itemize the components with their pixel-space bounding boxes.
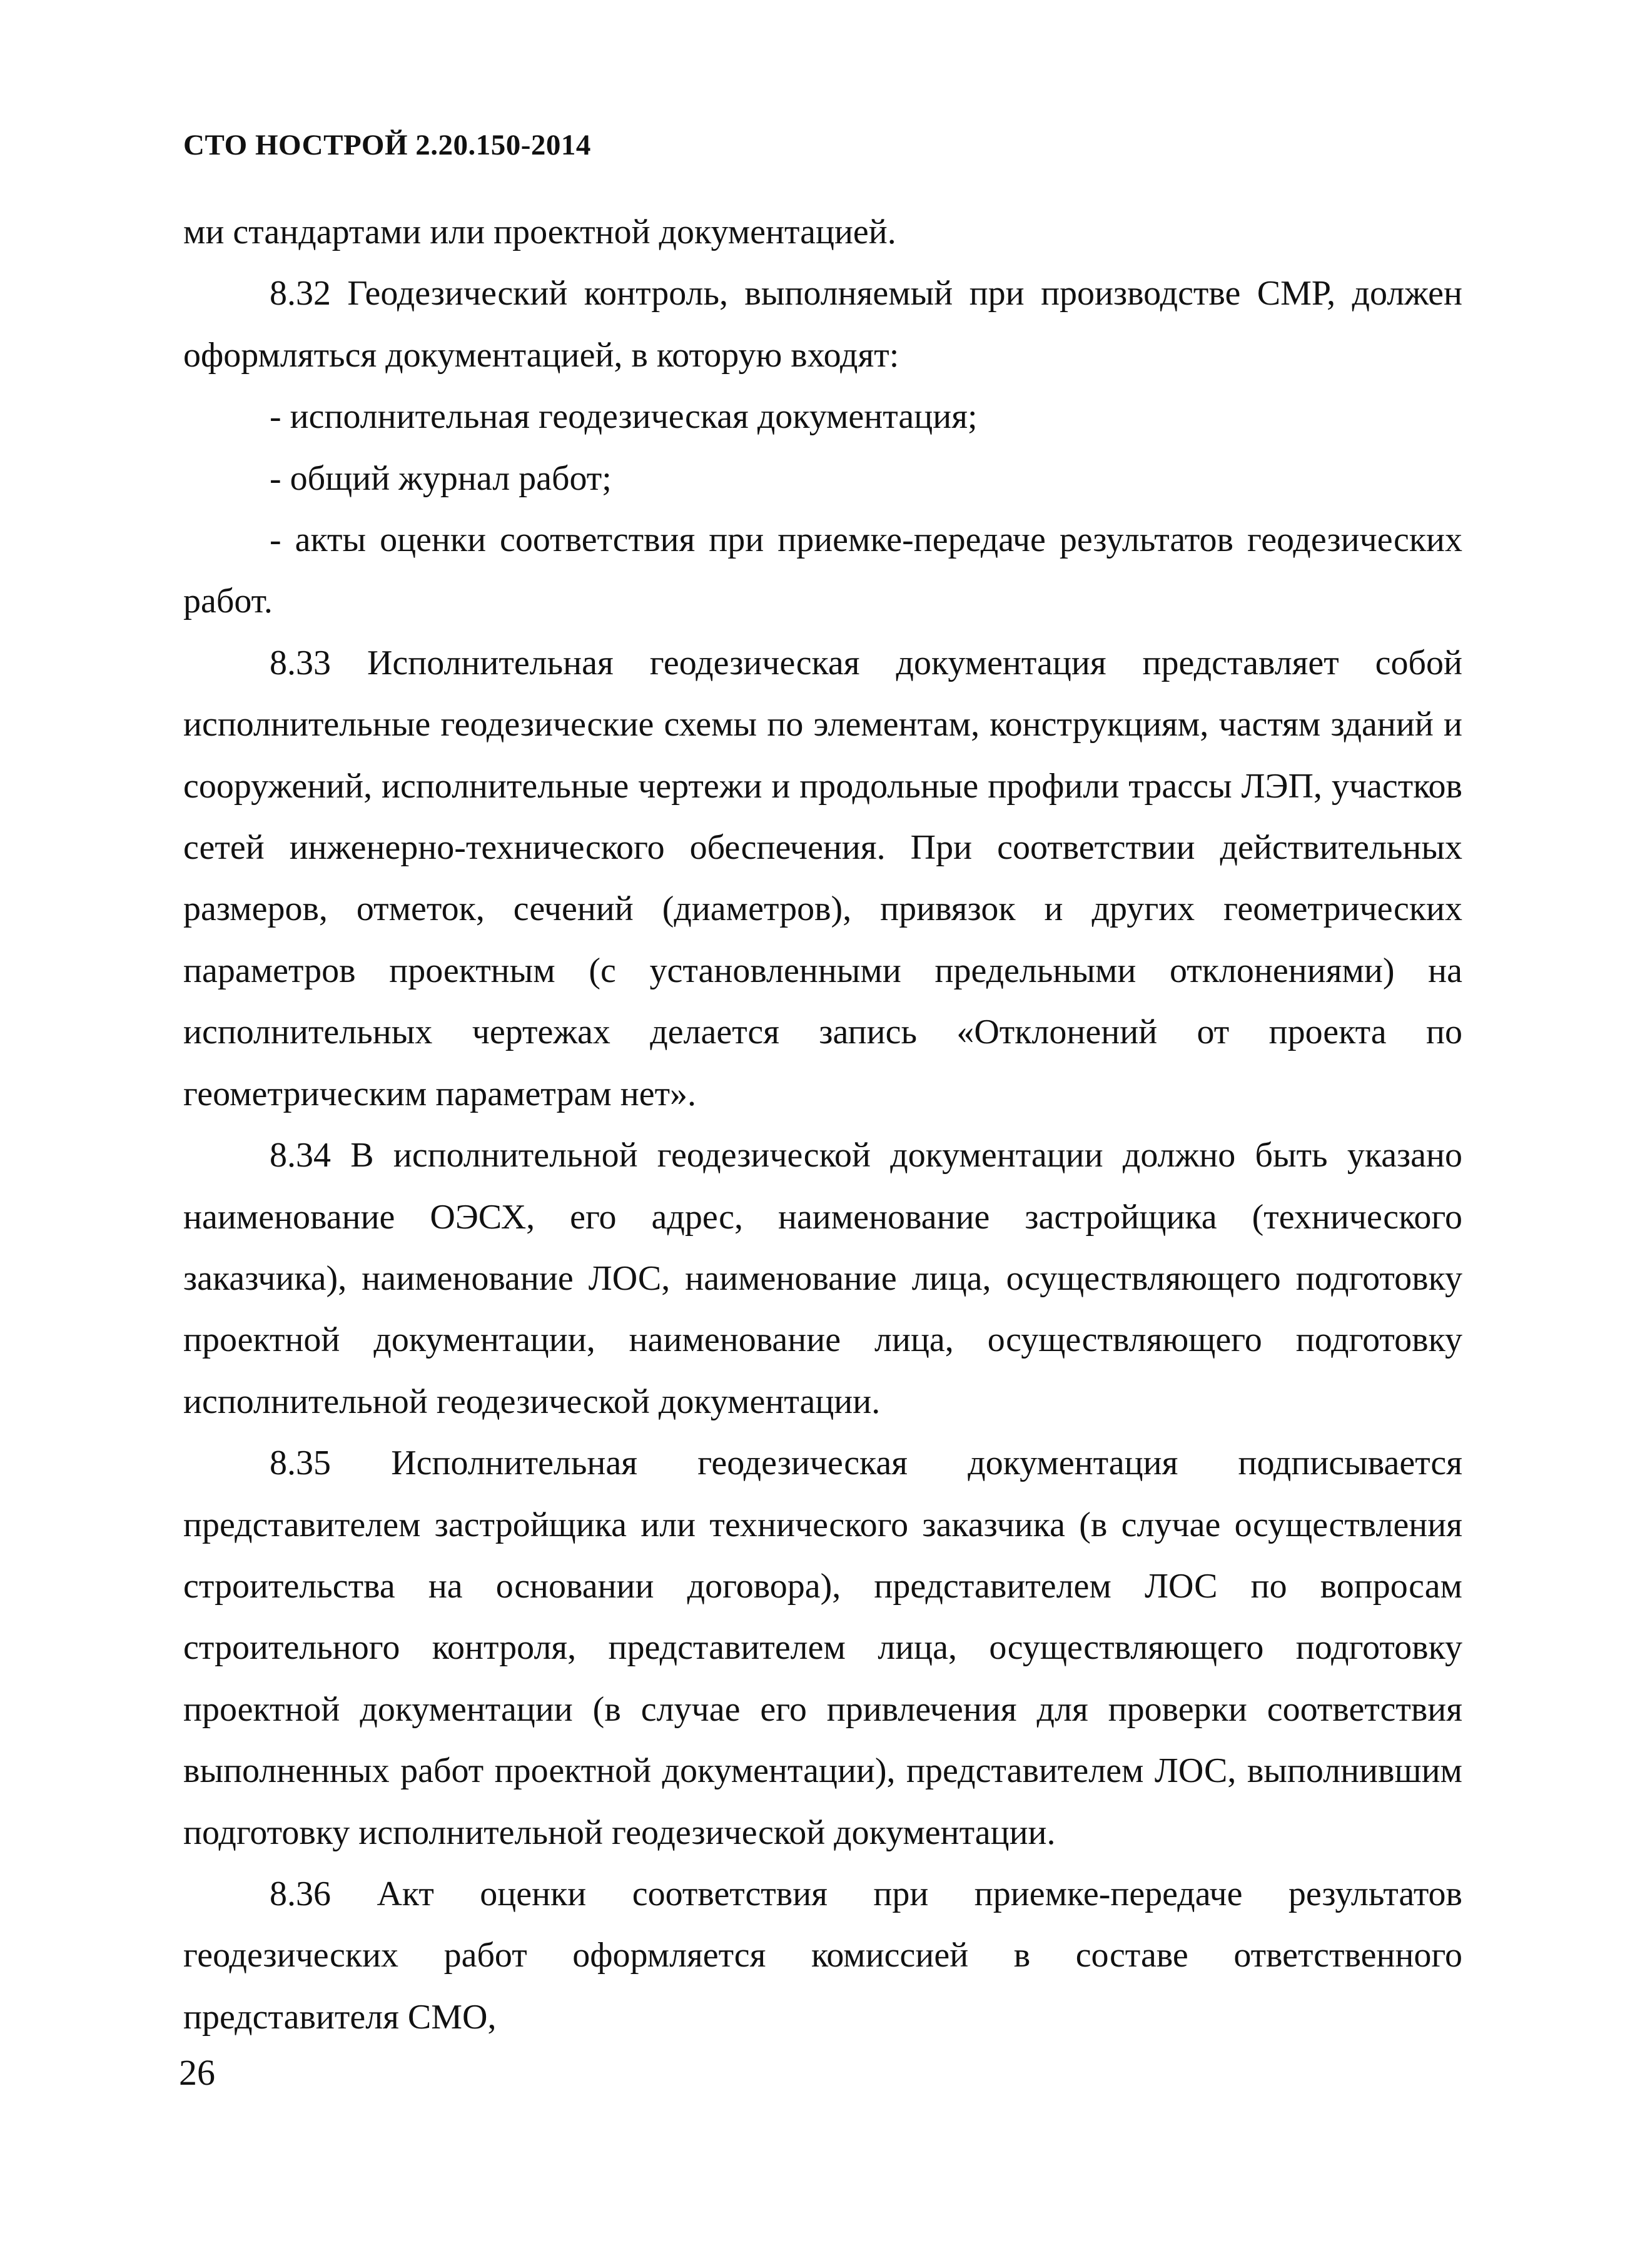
document-header: СТО НОСТРОЙ 2.20.150-2014 <box>183 129 591 161</box>
page-number: 26 <box>179 2052 215 2093</box>
list-item-assessment-acts: - акты оценки соответствия при приемке-передаче результатов геодезических работ. <box>183 520 1462 621</box>
paragraph-8-32: 8.32 Геодезический контроль, выполняемый при производстве СМР, должен оформляться документацией, в которую входят: <box>183 274 1462 375</box>
paragraph-8-35: 8.35 Исполнительная геодезическая документация подписывается представителем застройщика или технического заказчика (в случае осуществления строительства на основании договора), представителем ЛОС по вопросам строительного контроля, представителем лица, осуществляющего подготовку проектной документации (в случае его привлечения для проверки соответствия выполненных работ проектной документации), представителем ЛОС, выполнившим подготовку исполнительной геодезической документации. <box>183 1444 1462 1852</box>
paragraph-continuation: ми стандартами или проектной документацией. <box>183 213 896 251</box>
paragraph-8-34: 8.34 В исполнительной геодезической документации должно быть указано наименование ОЭСХ, его адрес, наименование застройщика (технического заказчика), наименование ЛОС, наименование лица, осуществляющего подготовку проектной документации, наименование лица, осуществляющего подготовку исполнительной геодезической документации. <box>183 1136 1462 1421</box>
document-body <box>183 201 1462 2048</box>
list-item-executive-docs: - исполнительная геодезическая документация; <box>270 397 978 437</box>
paragraph-8-33: 8.33 Исполнительная геодезическая документация представляет собой исполнительные геодезические схемы по элементам, конструкциям, частям зданий и сооружений, исполнительные чертежи и продольные профили трассы ЛЭП, участков сетей инженерно-технического обеспечения. При соответствии действительных размеров, отметок, сечений (диаметров), привязок и других геометрических параметров проектным (с установленными предельными отклонениями) на исполнительных чертежах делается запись «Отклонений от проекта по геометрическим параметрам нет». <box>183 643 1462 1113</box>
list-item-work-journal: - общий журнал работ; <box>270 458 612 498</box>
paragraph-8-36: 8.36 Акт оценки соответствия при приемке-передаче результатов геодезических работ оформляется комиссией в составе ответственного представителя СМО, <box>183 1874 1462 2037</box>
